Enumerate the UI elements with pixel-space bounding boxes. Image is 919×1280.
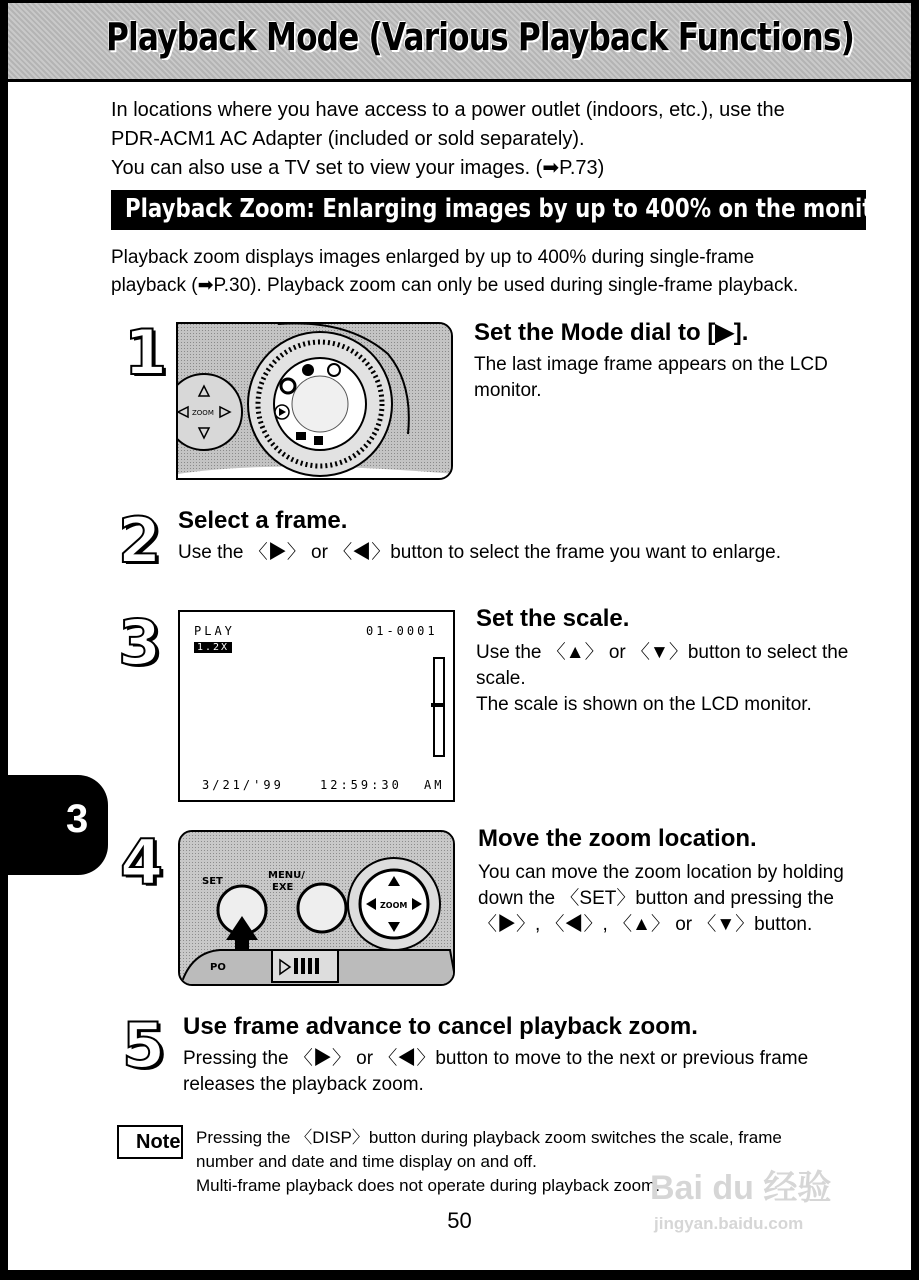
lcd-frame-number: 01-0001 xyxy=(366,624,438,638)
lcd-monitor-figure xyxy=(178,610,455,802)
set-label: SET xyxy=(202,876,223,887)
po-label: PO xyxy=(210,962,226,973)
step-4-text-line: down the 〈SET〉button and pressing the xyxy=(478,888,834,909)
title-bar xyxy=(8,3,911,82)
step-1-text-line: The last image frame appears on the LCD xyxy=(474,354,828,375)
note-text-line: Multi-frame playback does not operate during playback zoom. xyxy=(196,1176,660,1195)
step-4-text xyxy=(478,860,878,938)
note-text-line: number and date and time display on and off. xyxy=(196,1152,537,1171)
step-4-text-line: You can move the zoom location by holding xyxy=(478,862,844,883)
step-2-text-line: Use the 〈▶〉 or 〈◀〉button to select the frame you want to enlarge. xyxy=(178,542,781,563)
section-heading: Playback Zoom: Enlarging images by up to 400% on the monitor xyxy=(125,194,898,224)
lcd-date: 3/21/'99 xyxy=(202,778,284,792)
section-description-line: playback (➡P.30). Playback zoom can only be used during single-frame playback. xyxy=(111,275,799,296)
lcd-mode-label: PLAY xyxy=(194,624,235,638)
lcd-ampm: AM xyxy=(424,778,445,792)
chapter-number: 3 xyxy=(66,797,89,841)
step-1-number: 1 xyxy=(124,316,168,389)
step-3-text xyxy=(476,640,876,718)
section-heading-bar xyxy=(111,190,898,230)
step-3-title: Set the scale. xyxy=(476,605,630,632)
step-5-text xyxy=(183,1046,873,1098)
note-label: Note xyxy=(136,1131,181,1153)
step-2-text xyxy=(178,540,878,566)
step-3-text-line: The scale is shown on the LCD monitor. xyxy=(476,694,812,715)
zoom-buttons-figure xyxy=(178,830,455,986)
baidu-watermark xyxy=(640,1140,880,1250)
watermark-logo-text: Bai du 经验 xyxy=(650,1169,832,1207)
zoom-label: ZOOM xyxy=(380,901,408,910)
step-5-text-line: Pressing the 〈▶〉 or 〈◀〉button to move to the next or previous frame xyxy=(183,1048,809,1069)
page-title: Playback Mode (Various Playback Functions) xyxy=(106,15,855,59)
intro-line: You can also use a TV set to view your images. (➡P.73) xyxy=(111,157,605,179)
exe-label: EXE xyxy=(272,882,294,893)
step-3-number: 3 xyxy=(118,606,162,679)
intro-line: PDR-ACM1 AC Adapter (included or sold separately). xyxy=(111,128,585,150)
watermark-url: jingyan.baidu.com xyxy=(654,1214,804,1233)
step-5-number: 5 xyxy=(122,1009,166,1082)
intro-text xyxy=(111,96,871,183)
step-4-text-line: 〈▶〉, 〈◀〉, 〈▲〉 or 〈▼〉button. xyxy=(478,914,813,935)
step-1-title: Set the Mode dial to [▶]. xyxy=(474,319,749,346)
zoom-buttons-illustration xyxy=(180,832,455,986)
step-3-text-line: scale. xyxy=(476,668,526,689)
zoom-label: ZOOM xyxy=(192,409,214,417)
step-1-text xyxy=(474,352,874,404)
section-description-line: Playback zoom displays images enlarged by up to 400% during single-frame xyxy=(111,247,755,268)
lcd-zoom-scale-marker xyxy=(431,703,443,707)
step-3-text-line: Use the 〈▲〉 or 〈▼〉button to select the xyxy=(476,642,849,663)
step-4-title: Move the zoom location. xyxy=(478,825,757,852)
step-5-title: Use frame advance to cancel playback zoom. xyxy=(183,1013,698,1040)
intro-line: In locations where you have access to a power outlet (indoors, etc.), use the xyxy=(111,99,785,121)
step-2-number: 2 xyxy=(118,504,162,577)
menu-label: MENU/ xyxy=(268,870,305,881)
step-2-title: Select a frame. xyxy=(178,507,348,534)
menu-exe-button xyxy=(298,884,346,932)
lcd-scale-indicator: 1.2X xyxy=(194,642,232,653)
lcd-zoom-scale-bar xyxy=(433,657,445,757)
step-5-text-line: releases the playback zoom. xyxy=(183,1074,424,1095)
page-number: 50 xyxy=(447,1208,472,1233)
step-4-number: 4 xyxy=(120,826,164,899)
step-1-text-line: monitor. xyxy=(474,380,542,401)
note-label-box xyxy=(117,1125,183,1159)
mode-dial-figure xyxy=(176,322,453,480)
section-description xyxy=(111,244,871,300)
chapter-tab xyxy=(0,775,108,875)
note-text-line: Pressing the 〈DISP〉button during playback zoom switches the scale, frame xyxy=(196,1128,782,1147)
lcd-time: 12:59:30 xyxy=(320,778,402,792)
mode-dial-illustration xyxy=(178,324,453,480)
